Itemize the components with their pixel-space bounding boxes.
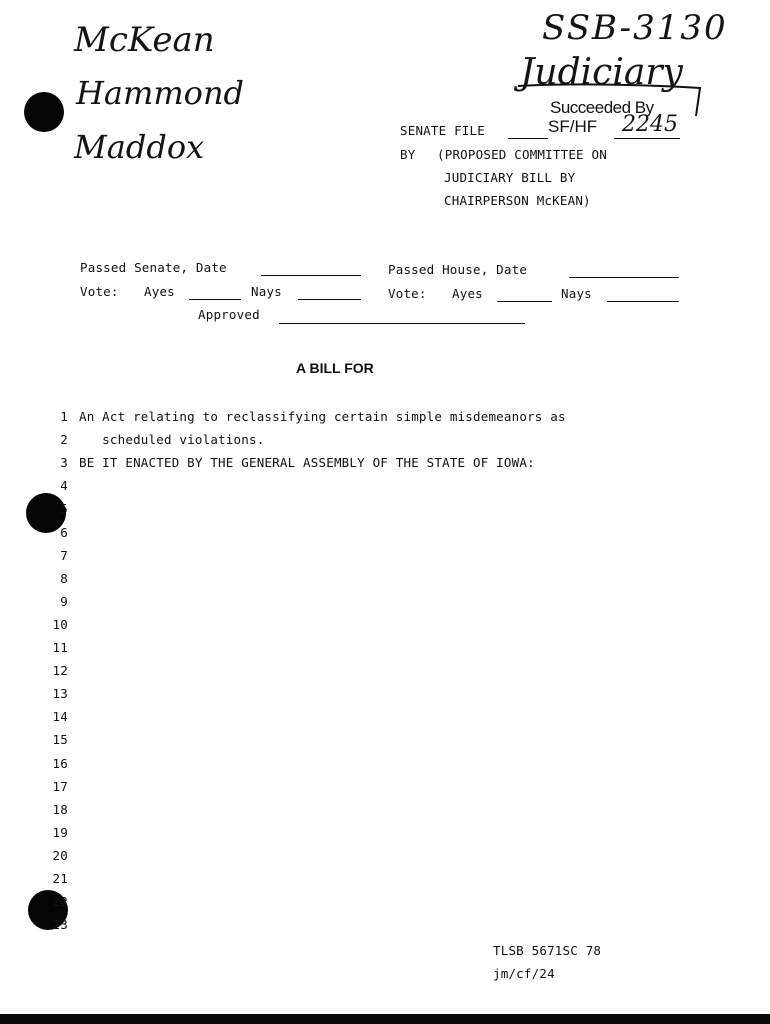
line-number: 8 xyxy=(60,571,68,586)
line-number: 17 xyxy=(52,779,68,794)
line-number: 5 xyxy=(60,501,68,516)
line-number: 19 xyxy=(52,825,68,840)
hole-punch-top xyxy=(24,92,64,132)
sf-hf-stamp: SF/HF xyxy=(548,117,598,136)
line-number: 21 xyxy=(52,871,68,886)
line-number: 18 xyxy=(52,802,68,817)
house-vote-label: Vote: xyxy=(388,286,427,301)
line-number: 10 xyxy=(52,617,68,632)
handwritten-committee: Judiciary xyxy=(520,52,683,93)
succeeded-by-stamp: Succeeded By xyxy=(550,98,654,117)
line-number: 23 xyxy=(52,917,68,932)
line-number: 7 xyxy=(60,548,68,563)
senate-ayes-blank xyxy=(189,287,241,300)
senate-date-blank xyxy=(261,263,361,276)
passed-senate-label: Passed Senate, Date xyxy=(80,260,227,275)
scan-edge-bar xyxy=(0,1014,770,1024)
line-number: 4 xyxy=(60,478,68,493)
house-ayes-label: Ayes xyxy=(452,286,483,301)
house-date-blank xyxy=(569,265,679,278)
approved-label: Approved xyxy=(198,307,260,322)
sponsor-name-3: Maddox xyxy=(74,128,205,166)
tlsb-number: TLSB 5671SC 78 xyxy=(493,943,602,958)
by-label: BY xyxy=(400,147,416,162)
line-number: 20 xyxy=(52,848,68,863)
sponsor-name-2: Hammond xyxy=(76,74,245,112)
approved-blank xyxy=(279,311,525,324)
drafter-initials: jm/cf/24 xyxy=(493,966,555,981)
bill-heading: A BILL FOR xyxy=(296,360,374,376)
senate-file-blank xyxy=(508,126,548,139)
line-number: 2 xyxy=(60,432,68,447)
line-number: 6 xyxy=(60,525,68,540)
senate-ayes-label: Ayes xyxy=(144,284,175,299)
house-nays-label: Nays xyxy=(561,286,592,301)
line-number: 3 xyxy=(60,455,68,470)
line-number: 12 xyxy=(52,663,68,678)
line-number: 16 xyxy=(52,756,68,771)
line-number: 9 xyxy=(60,594,68,609)
bill-line-text: BE IT ENACTED BY THE GENERAL ASSEMBLY OF THE STATE OF IOWA: xyxy=(79,455,535,470)
line-number: 11 xyxy=(52,640,68,655)
line-number: 14 xyxy=(52,709,68,724)
house-nays-blank xyxy=(607,289,679,302)
committee-line-3: CHAIRPERSON McKEAN) xyxy=(444,193,591,208)
senate-nays-label: Nays xyxy=(251,284,282,299)
handwritten-successor-number: 2245 xyxy=(622,112,678,137)
bill-line-text: scheduled violations. xyxy=(79,432,265,447)
committee-line-2: JUDICIARY BILL BY xyxy=(444,170,576,185)
passed-house-label: Passed House, Date xyxy=(388,262,528,277)
house-ayes-blank xyxy=(497,289,552,302)
sponsor-name-1: McKean xyxy=(74,20,215,60)
bill-line-text: An Act relating to reclassifying certain simple misdemeanors as xyxy=(79,409,566,424)
committee-line-1: (PROPOSED COMMITTEE ON xyxy=(437,147,607,162)
handwritten-file-code: SSB-3130 xyxy=(542,8,728,48)
senate-nays-blank xyxy=(298,287,361,300)
line-number: 13 xyxy=(52,686,68,701)
senate-file-label: SENATE FILE xyxy=(400,123,485,138)
line-number: 15 xyxy=(52,732,68,747)
line-number: 1 xyxy=(60,409,68,424)
line-number: 22 xyxy=(52,894,68,909)
senate-vote-label: Vote: xyxy=(80,284,119,299)
